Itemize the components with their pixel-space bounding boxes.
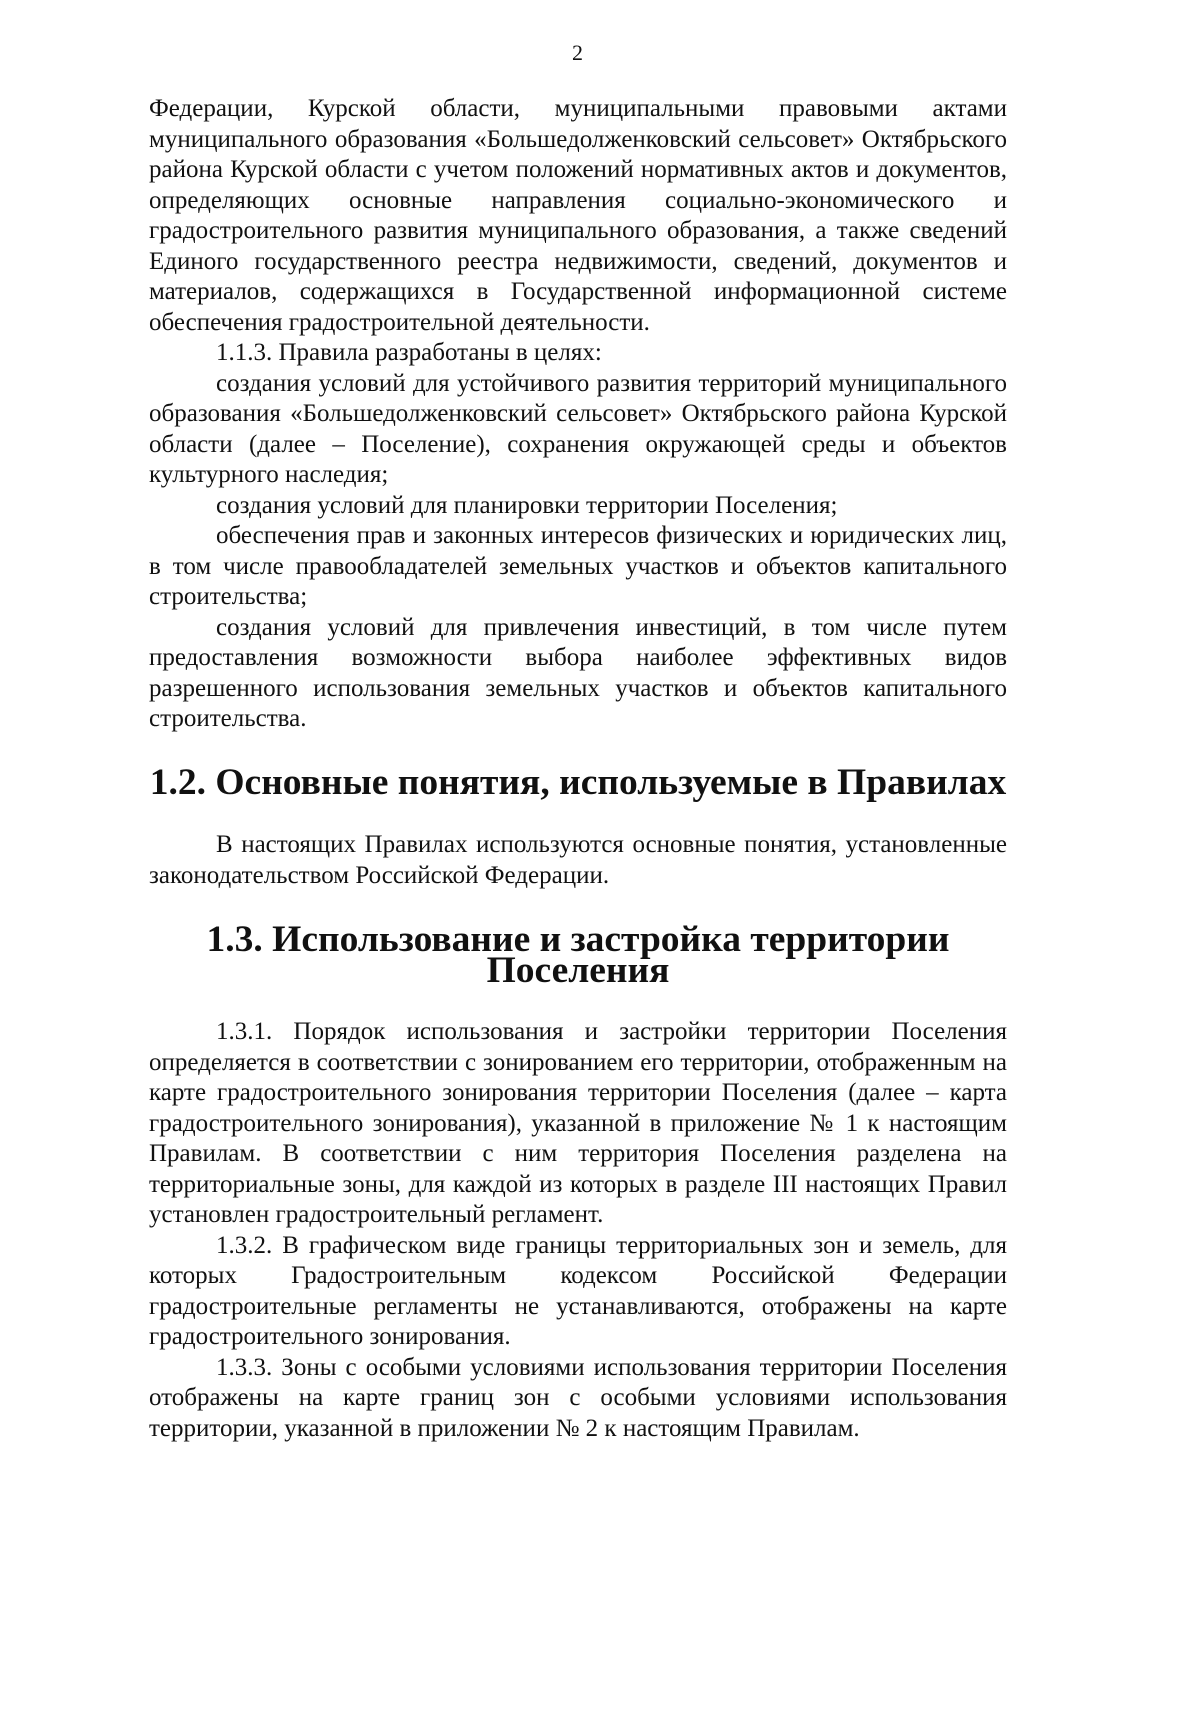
paragraph-1-1-3: 1.1.3. Правила разработаны в целях: — [216, 339, 602, 366]
document-body — [149, 94, 1007, 1444]
goal-item: создания условий для привлечения инвестиций, в том числе путем предоставления возможности выбора наиболее эффективных видов разрешенного использования земельных участков и объектов капитального строительства. — [149, 613, 1007, 732]
paragraph-1-3-2: 1.3.2. В графическом виде границы территориальных зон и земель, для которых Градостроительным кодексом Российской Федерации градостроительные регламенты не устанавливаются, отображены на карте градостроительного зонирования. — [149, 1231, 1007, 1350]
section-heading-1-2: 1.2. Основные понятия, используемые в Правилах — [149, 761, 1007, 803]
section-heading-1-3: 1.3. Использование и застройка территории Поселения — [206, 919, 950, 991]
goal-item: создания условий для устойчивого развития территорий муниципального образования «Большедолженковский сельсовет» Октябрьского района Курской области (далее – Поселение), сохранения окружающей среды и объектов культурного наследия; — [149, 369, 1007, 488]
paragraph-1-2: В настоящих Правилах используются основные понятия, установленные законодательством Российской Федерации. — [149, 831, 1007, 889]
paragraph-1-3-1: 1.3.1. Порядок использования и застройки территории Поселения определяется в соответствии с зонированием его территории, отображенным на карте градостроительного зонирования территории Поселения (далее – карта градостроительного зонирования), указанной в приложение № 1 к настоящим Правилам. В соответствии с ним территория Поселения разделена на территориальные зоны, для каждой из которых в разделе III настоящих Правил установлен градостроительный регламент. — [149, 1018, 1007, 1228]
goal-item: обеспечения прав и законных интересов физических и юридических лиц, в том числе правообладателей земельных участков и объектов капитального строительства; — [149, 522, 1007, 610]
paragraph-continuation: Федерации, Курской области, муниципальными правовыми актами муниципального образования «Большедолженковский сельсовет» Октябрьского района Курской области с учетом положений нормативных актов и документов, определяющих основные направления социально-экономического и градостроительного развития муниципального образования, а также сведений Единого государственного реестра недвижимости, сведений, документов и материалов, содержащихся в Государственной информационной системе обеспечения градостроительной деятельности. — [149, 95, 1007, 336]
goal-item: создания условий для планировки территории Поселения; — [216, 491, 838, 519]
paragraph-1-3-3: 1.3.3. Зоны с особыми условиями использования территории Поселения отображены на карте границ зон с особыми условиями использования территории, указанной в приложении № 2 к настоящим Правилам. — [149, 1353, 1007, 1442]
page-number: 2 — [572, 40, 583, 65]
